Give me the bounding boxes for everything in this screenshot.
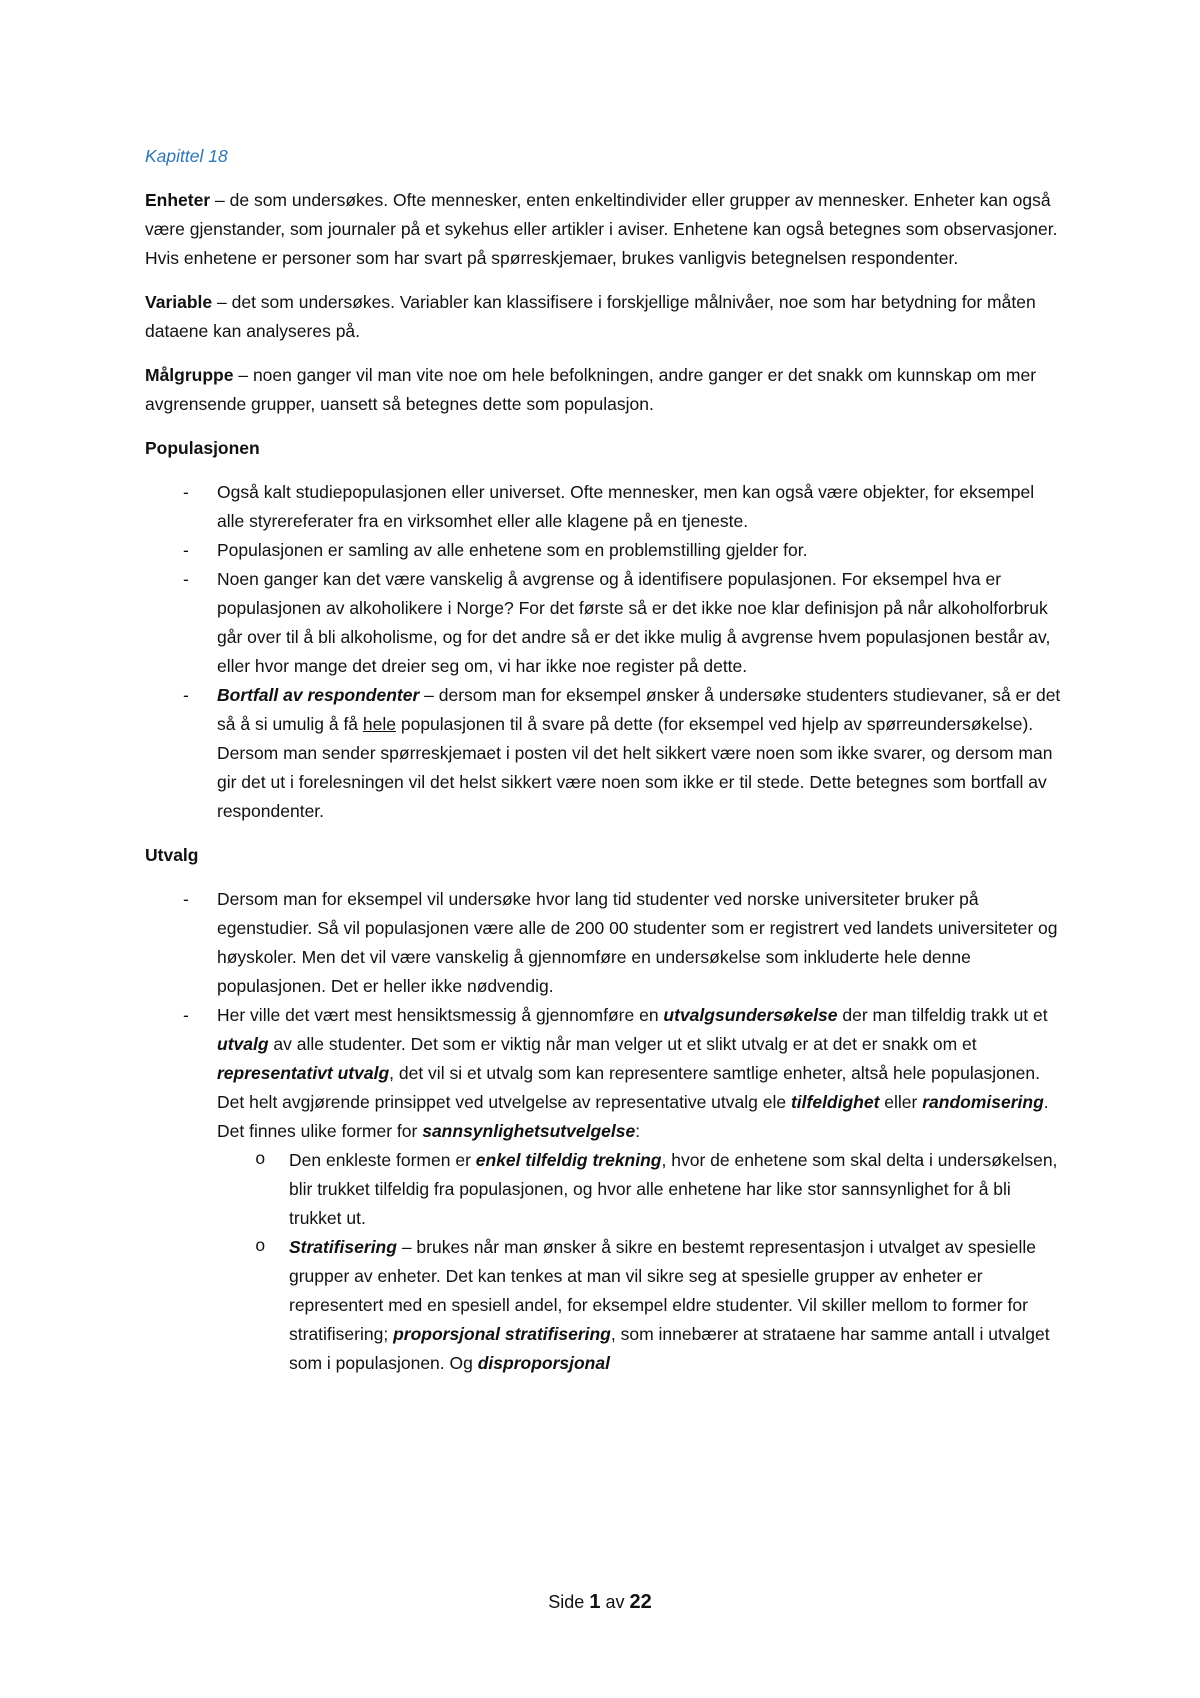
list-item xyxy=(145,1001,1065,1378)
term: representativt utvalg xyxy=(217,1063,390,1083)
text: – brukes når man ønsker å sikre en bestemt representasjon i utvalget av spesielle grupper av enheter. Det kan tenkes at man vil sikre seg at spesielle grupper av enheter er representert med en spesiell andel, for eksempel eldre studenter. Vil skiller mellom to former for stratifisering; xyxy=(289,1237,1037,1344)
page-total: 22 xyxy=(629,1591,652,1613)
text: av alle studenter. Det som er viktig når man velger ut et slikt utvalg er at det er snakk om et xyxy=(268,1034,977,1054)
list-populasjonen xyxy=(145,478,1065,826)
term: tilfeldighet xyxy=(790,1092,880,1112)
term: proporsjonal stratifisering xyxy=(393,1324,611,1344)
footer-text: av xyxy=(600,1592,630,1612)
page-footer xyxy=(0,1588,1200,1617)
list-utvalg xyxy=(145,885,1065,1378)
text: Her ville det vært mest hensiktsmessig å gjennomføre en xyxy=(217,1005,664,1025)
page-number: 1 xyxy=(589,1591,601,1613)
paragraph-malgruppe xyxy=(145,361,1065,419)
text-enheter: – de som undersøkes. Ofte mennesker, enten enkeltindivider eller grupper av mennesker. Enheter kan også være gjenstander, som journaler på et sykehus eller artikler i aviser. Enhetene kan også betegnes som observasjoner. Hvis enhetene er personer som har svart på spørreskjemaer, brukes vanligvis betegnelsen respondenter. xyxy=(145,190,1058,268)
term: enkel tilfeldig trekning xyxy=(475,1150,662,1170)
term: sannsynlighetsutvelgelse xyxy=(422,1121,636,1141)
heading-utvalg: Utvalg xyxy=(145,845,199,865)
heading-populasjonen: Populasjonen xyxy=(145,438,260,458)
paragraph-variable xyxy=(145,288,1065,346)
sublist-item xyxy=(217,1233,1065,1378)
list-item-text: populasjonen til å svare på dette (for eksempel ved hjelp av spørreundersøkelse). Dersom man sender spørreskjemaet i posten vil det helt sikkert være noen som ikke svarer, og dersom man gir det ut i forelesningen vil det helst sikkert være noen som ikke er til stede. Dette betegnes som bortfall av respondenter. xyxy=(217,714,1053,821)
list-item: - Populasjonen er samling av alle enhetene som en problemstilling gjelder for. xyxy=(145,536,1065,565)
text: , hvor de enhetene som skal delta i undersøkelsen, blir trukket tilfeldig fra populasjonen, og hvor alle enhetene har like stor sannsynlighet for å bli trukket ut. xyxy=(289,1150,1058,1228)
text: , det vil si et utvalg som kan representere samtlige enheter, altså hele populasjonen. Det helt avgjørende prinsippet ved utvelgelse av representative utvalg ele xyxy=(217,1063,1040,1112)
sublist-utvalg xyxy=(217,1146,1065,1378)
chapter-title: Kapittel 18 xyxy=(145,146,228,166)
term-variable: Variable xyxy=(145,292,213,312)
underlined-word: hele xyxy=(362,714,396,734)
term-malgruppe: Målgruppe xyxy=(145,365,234,385)
sublist-item xyxy=(217,1146,1065,1233)
text: , som innebærer at strataene har samme antall i utvalget som i populasjonen. Og xyxy=(289,1324,1050,1373)
term: randomisering xyxy=(922,1092,1044,1112)
list-item: - Noen ganger kan det være vanskelig å avgrense og å identifisere populasjonen. For eksempel hva er populasjonen av alkoholikere i Norge? For det første så er det ikke noe klar definisjon på når alkoholforbruk går over til å bli alkoholisme, og for det andre så er det ikke mulig å avgrense hvem populasjonen består av, eller hvor mange det dreier seg om, vi har ikke noe register på dette. xyxy=(145,565,1065,681)
term-bortfall: Bortfall av respondenter xyxy=(217,685,420,705)
term: utvalg xyxy=(217,1034,269,1054)
text-malgruppe: – noen ganger vil man vite noe om hele befolkningen, andre ganger er det snakk om kunnskap om mer avgrensende grupper, uansett så betegnes dette som populasjon. xyxy=(145,365,1037,414)
footer-text: Side xyxy=(548,1592,590,1612)
list-item: - Også kalt studiepopulasjonen eller universet. Ofte mennesker, men kan også være objekter, for eksempel alle styrereferater fra en virksomhet eller alle klagene på en tjeneste. xyxy=(145,478,1065,536)
paragraph-enheter xyxy=(145,186,1065,273)
term: utvalgsundersøkelse xyxy=(663,1005,838,1025)
text: der man tilfeldig trakk ut et xyxy=(837,1005,1048,1025)
list-item xyxy=(145,681,1065,826)
list-item: - Dersom man for eksempel vil undersøke hvor lang tid studenter ved norske universiteter bruker på egenstudier. Så vil populasjonen være alle de 200 00 studenter som er registrert ved landets universiteter og høyskoler. Men det vil være vanskelig å gjennomføre en undersøkelse som inkluderte hele denne populasjonen. Det er heller ikke nødvendig. xyxy=(145,885,1065,1001)
text: eller xyxy=(879,1092,923,1112)
term-enheter: Enheter xyxy=(145,190,211,210)
text: . Det finnes ulike former for xyxy=(217,1092,1049,1141)
text: : xyxy=(635,1121,641,1141)
term: disproporsjonal xyxy=(477,1353,610,1373)
text: Den enkleste formen er xyxy=(289,1150,476,1170)
list-item-text: – dersom man for eksempel ønsker å undersøke studenters studievaner, så er det så å si umulig å få xyxy=(217,685,1061,734)
page-content xyxy=(145,142,1065,1393)
text-variable: – det som undersøkes. Variabler kan klassifisere i forskjellige målnivåer, noe som har betydning for måten dataene kan analyseres på. xyxy=(145,292,1036,341)
term: Stratifisering xyxy=(289,1237,397,1257)
